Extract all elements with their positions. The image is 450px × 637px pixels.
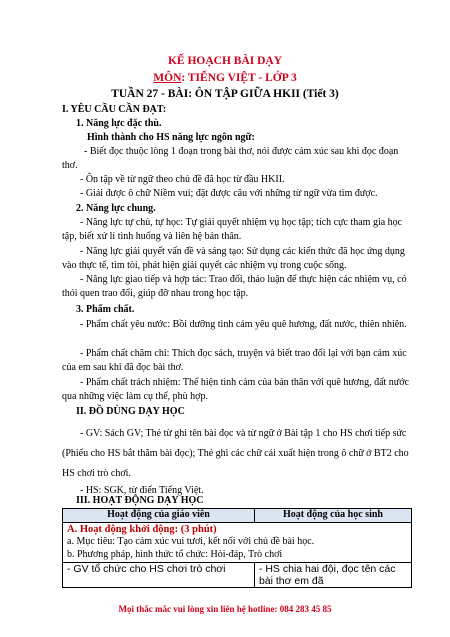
section2-heading: II. ĐỒ DÙNG DẠY HỌC (76, 406, 185, 417)
sub3-heading: 3. Phẩm chất. (76, 304, 135, 315)
col-student-header: Hoạt động của học sinh (254, 509, 411, 523)
table-row (63, 563, 412, 588)
sub2-heading: 2. Năng lực chung. (76, 203, 156, 214)
sub2-item: - Năng lực giải quyết vấn đề và sáng tạo: Sử dụng các kiến thức đã học ứng dụng vào thực tế, tìm tòi, phát hiện giải quyết các nhiệm vụ trong cuộc sống. (62, 246, 405, 271)
sub1-item: - Giải được ô chữ Niềm vui; đặt được câu với những từ ngữ vừa tìm được. (80, 188, 378, 199)
activities-table (62, 508, 412, 588)
table-header-row (63, 509, 412, 523)
sub1-item: - Biết đọc thuộc lòng 1 đoạn trong bài thơ, nói được cảm xúc sau khi đọc đoạn thơ. (62, 146, 399, 171)
activity-a-goal: a. Mục tiêu: Tạo cảm xúc vui tươi, kết nối với chủ đề bài học. (67, 536, 315, 547)
materials-hs: - HS: SGK, từ điển Tiếng Việt. (80, 485, 204, 496)
sub3-item: - Phẩm chất chăm chỉ: Thích đọc sách, truyện và biết trao đổi lại với bạn cảm xúc của em sau khi đã đọc bài thơ. (62, 348, 407, 373)
doc-title: KẾ HOẠCH BÀI DẠY (167, 55, 283, 67)
sub2-item: - Năng lực tự chủ, tự học: Tự giải quyết nhiệm vụ học tập; tích cực tham gia học tập, biết xử lí tình huống và liên hệ bản thân. (62, 217, 403, 242)
materials-gv: - GV: Sách GV; Thẻ từ ghi tên bài đọc và từ ngữ ở Bài tập 1 cho HS chơi tiếp sức (Phiếu cho HS bắt thăm bài đọc); Thẻ ghi các chữ cái xuất hiện trong ô chữ ở BT2 cho HS chơi trò chơi. (62, 428, 409, 479)
table-row (63, 523, 412, 563)
sub1-item: - Ôn tập về từ ngữ theo chủ đề đã học từ đầu HKII. (80, 174, 285, 185)
subject-rest: : TIẾNG VIỆT - LỚP 3 (181, 72, 297, 84)
footer-hotline: Mọi thắc mắc vui lòng xin liên hệ hotline: 084 283 45 85 (118, 604, 332, 614)
activity-a-heading: A. Hoạt động khởi động: (3 phút) (67, 524, 217, 535)
sub2-item: - Năng lực giao tiếp và hợp tác: Trao đổi, thảo luận để thực hiện các nhiệm vụ, có thói quen trao đổi, giúp đỡ nhau trong học tập. (62, 274, 407, 299)
subject-label: MÔN (153, 72, 182, 84)
sub3-item: - Phẩm chất yêu nước: Bồi dưỡng tình cảm yêu quê hương, đất nước, thiên nhiên. (80, 319, 407, 330)
lesson-title: TUẦN 27 - BÀI: ÔN TẬP GIỮA HKII (Tiết 3) (111, 88, 339, 100)
section1-heading: I. YÊU CẦU CẦN ĐẠT: (62, 104, 167, 115)
sub1-heading: 1. Năng lực đặc thù. (76, 118, 162, 129)
col-teacher-header: Hoạt động của giáo viên (63, 509, 255, 523)
sub3-item: - Phẩm chất trách nhiệm: Thể hiện tình cảm của bản thân với quê hương, đất nước qua những việc làm cụ thể, phù hợp. (62, 377, 409, 402)
sub1-lead: Hình thành cho HS năng lực ngôn ngữ: (87, 132, 255, 143)
teacher-cell: - GV tổ chức cho HS chơi trò chơi (63, 563, 255, 588)
doc-subject (0, 72, 450, 84)
student-cell: - HS chia hai đội, đọc tên các bài thơ em đã (254, 563, 411, 588)
activity-a-method: b. Phương pháp, hình thức tổ chức: Hỏi-đáp, Trò chơi (67, 549, 283, 560)
section3-heading: III. HOẠT ĐỘNG DẠY HỌC (76, 495, 204, 506)
